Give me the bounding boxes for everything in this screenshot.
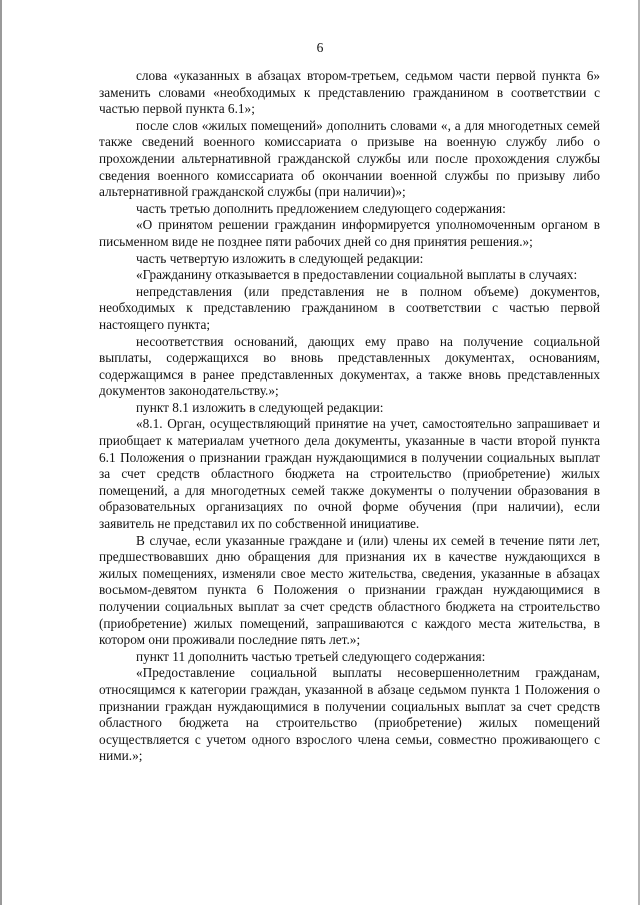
paragraph: «Гражданину отказывается в предоставлении социальной выплаты в случаях: — [136, 267, 578, 283]
paragraph: слова «указанных в абзацах втором-третьем, седьмом части первой пункта 6» заменить словами «необходимых к представлению гражданином в соответствии с частью первой пункта 6.1»; — [99, 68, 600, 117]
document-body — [99, 68, 600, 765]
paragraph: В случае, если указанные граждане и (или) члены их семей в течение пяти лет, предшествовавших дню обращения для признания их в качестве нуждающихся в жилых помещениях, изменяли свое место жительства, сведения, указанные в абзацах восьмом-девятом пункта 6 Положения о признании граждан нуждающимися в получении социальных выплат за счет средств областного бюджета на строительство (приобретение) жилых помещений, запрашиваются с каждого места жительства, в котором они проживали последние пять лет.»; — [99, 532, 600, 648]
paragraph: «Предоставление социальной выплаты несовершеннолетним гражданам, относящимся к категории граждан, указанной в абзаце седьмом пункта 1 Положения о признании граждан нуждающимися в получении социальных выплат за счет средств областного бюджета на строительство (приобретение) жилых помещений осуществляется с учетом одного взрослого члена семьи, совместно проживающего с ними.»; — [99, 665, 600, 764]
paragraph: часть четвертую изложить в следующей редакции: — [136, 250, 424, 266]
paragraph: непредставления (или представления не в полном объеме) документов, необходимых к представлению гражданином в соответствии с частью первой настоящего пункта; — [99, 283, 600, 332]
paragraph: пункт 8.1 изложить в следующей редакции: — [136, 399, 384, 415]
page-number: 6 — [316, 40, 324, 55]
paragraph: «О принятом решении гражданин информируется уполномоченным органом в письменном виде не позднее пяти рабочих дней со дня принятия решения.»; — [99, 217, 600, 249]
paragraph: часть третью дополнить предложением следующего содержания: — [136, 200, 506, 216]
paragraph: несоответствия оснований, дающих ему право на получение социальной выплаты, содержащихся во вновь представленных документах, основаниям, содержащимся в ранее представленных документах, а также вновь представленных документов законодательству.»; — [99, 333, 600, 399]
paragraph: «8.1. Орган, осуществляющий принятие на учет, самостоятельно запрашивает и приобщает к материалам учетного дела документы, указанные в части второй пункта 6.1 Положения о признании граждан нуждающимися в получении социальных выплат за счет средств областного бюджета на строительство (приобретение) жилых помещений, а для многодетных семей также документы о получении образования в образовательных организациях по очной форме обучения (при наличии), если заявитель не представил их по собственной инициативе. — [99, 416, 600, 532]
paragraph: пункт 11 дополнить частью третьей следующего содержания: — [136, 648, 486, 664]
paragraph: после слов «жилых помещений» дополнить словами «, а для многодетных семей также сведений военного комиссариата о призыве на военную службу либо о прохождении альтернативной гражданской службы или после прохождения службы сведения военного комиссариата об окончании военной службы по призыву либо альтернативной гражданской службы (при наличии)»; — [99, 117, 600, 200]
